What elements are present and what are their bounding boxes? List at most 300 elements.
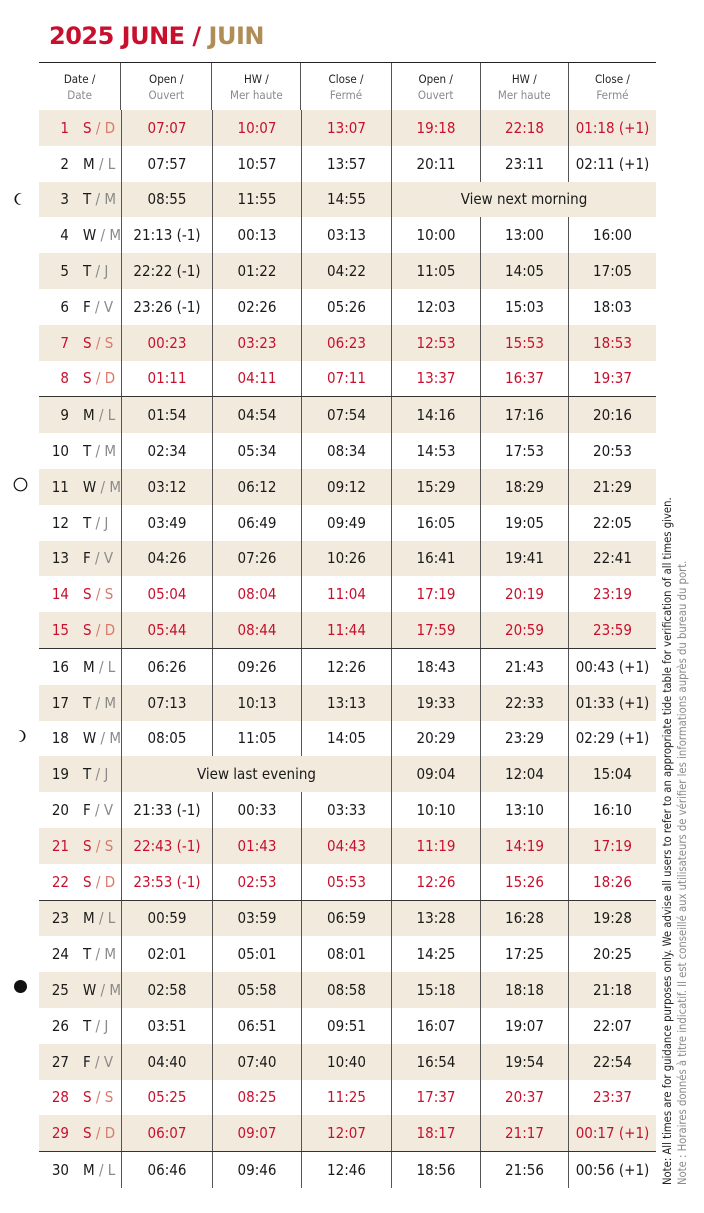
hw-time: 02:53 xyxy=(212,864,301,900)
weekday-fr: J xyxy=(104,513,109,532)
close-time: 03:33 xyxy=(301,792,391,828)
day-number: 3 xyxy=(60,190,69,209)
date-cell xyxy=(39,721,121,757)
header-label-fr: Fermé xyxy=(596,87,629,102)
weekday-en: M xyxy=(83,909,95,928)
weekday-separator: / xyxy=(94,1161,108,1179)
weekday-fr: M xyxy=(109,729,121,748)
hw-time: 21:17 xyxy=(480,1115,568,1151)
hw-time: 10:07 xyxy=(212,110,301,146)
open-time: 21:13 (-1) xyxy=(121,217,212,253)
hw-time: 17:16 xyxy=(480,397,568,433)
weekday-fr: V xyxy=(103,1052,114,1071)
weekday-en: S xyxy=(83,621,92,640)
close-time: 22:07 xyxy=(568,1008,656,1044)
table-header xyxy=(39,62,656,110)
weekday xyxy=(83,369,115,387)
weekday-separator: / xyxy=(90,549,104,568)
open-time: 05:25 xyxy=(121,1080,212,1116)
weekday xyxy=(83,1088,113,1106)
date-cell xyxy=(39,1044,121,1080)
weekday-separator: / xyxy=(91,513,105,532)
open-time: 19:33 xyxy=(391,685,480,721)
hw-time: 20:19 xyxy=(480,576,568,612)
weekday-separator: / xyxy=(90,801,104,820)
hw-time: 15:03 xyxy=(480,289,568,325)
open-time: 07:13 xyxy=(121,685,212,721)
open-time: 06:46 xyxy=(121,1152,212,1188)
close-time: 00:17 (+1) xyxy=(568,1115,656,1151)
weekday-en: T xyxy=(83,190,92,209)
open-time: 04:26 xyxy=(121,541,212,577)
table-row xyxy=(39,792,656,828)
hw-time: 15:26 xyxy=(480,864,568,900)
header-label-en: Open / xyxy=(149,71,184,86)
date-cell xyxy=(39,685,121,721)
date-cell xyxy=(39,864,121,900)
weekday xyxy=(83,837,113,855)
date-cell xyxy=(39,972,121,1008)
hw-time: 06:51 xyxy=(212,1008,301,1044)
open-time: 13:37 xyxy=(391,361,480,397)
date-cell xyxy=(39,576,121,612)
open-time: 10:10 xyxy=(391,792,480,828)
close-time: 10:26 xyxy=(301,541,391,577)
table-row xyxy=(39,361,656,397)
hw-time: 16:28 xyxy=(480,901,568,937)
table-row xyxy=(39,433,656,469)
close-time: 21:18 xyxy=(568,972,656,1008)
day-number: 22 xyxy=(51,872,69,891)
new-moon-icon xyxy=(12,978,28,994)
weekday xyxy=(83,119,115,137)
day-number: 27 xyxy=(51,1052,69,1071)
open-time: 13:28 xyxy=(391,901,480,937)
close-time: 04:43 xyxy=(301,828,391,864)
weekday-fr: L xyxy=(107,657,116,676)
weekday xyxy=(83,694,116,712)
weekday-en: F xyxy=(83,549,91,568)
weekday-separator: / xyxy=(91,872,105,891)
weekday-en: S xyxy=(83,836,92,855)
table-row xyxy=(39,469,656,505)
hw-time: 08:44 xyxy=(212,612,301,648)
hw-time: 09:26 xyxy=(212,649,301,685)
title-separator: / xyxy=(184,22,209,50)
weekday xyxy=(83,406,115,424)
header-cell xyxy=(120,63,211,110)
weekday-en: S xyxy=(83,369,92,388)
weekday-en: T xyxy=(83,945,92,964)
close-time: 05:53 xyxy=(301,864,391,900)
header-label-en: Open / xyxy=(418,71,453,86)
header-label-en: Date / xyxy=(63,71,96,86)
close-time: 07:11 xyxy=(301,361,391,397)
close-time: 18:03 xyxy=(568,289,656,325)
day-number: 15 xyxy=(51,621,69,640)
weekday-fr: M xyxy=(104,693,117,712)
open-time: 22:43 (-1) xyxy=(121,828,212,864)
weekday xyxy=(83,909,115,927)
weekday-en: T xyxy=(83,1016,92,1035)
hw-time: 21:56 xyxy=(480,1152,568,1188)
open-time: 14:16 xyxy=(391,397,480,433)
close-time: 23:19 xyxy=(568,576,656,612)
day-number: 1 xyxy=(60,118,69,137)
weekday-fr: V xyxy=(103,297,114,316)
weekday-separator: / xyxy=(91,945,105,964)
weekday-fr: D xyxy=(104,118,116,137)
header-label-fr: Mer haute xyxy=(497,87,551,102)
open-time: 16:54 xyxy=(391,1044,480,1080)
table-row xyxy=(39,685,656,721)
table-row xyxy=(39,1151,656,1188)
weekday-en: F xyxy=(83,1052,91,1071)
day-number: 8 xyxy=(60,369,69,388)
weekday-fr: S xyxy=(104,1088,114,1107)
hw-time: 03:23 xyxy=(212,325,301,361)
close-time: 13:07 xyxy=(301,110,391,146)
hw-time: 23:29 xyxy=(480,721,568,757)
weekday-en: S xyxy=(83,333,92,352)
weekday-separator: / xyxy=(96,981,110,1000)
weekday-separator: / xyxy=(91,1088,105,1107)
weekday-separator: / xyxy=(91,585,105,604)
open-time: 05:44 xyxy=(121,612,212,648)
day-number: 12 xyxy=(51,513,69,532)
weekday-fr: M xyxy=(104,190,117,209)
weekday-en: W xyxy=(82,226,97,245)
table-row xyxy=(39,648,656,685)
weekday xyxy=(83,729,121,747)
weekday-en: S xyxy=(83,1124,92,1143)
weekday-fr: L xyxy=(107,406,116,425)
day-number: 25 xyxy=(51,981,69,1000)
close-time: 20:16 xyxy=(568,397,656,433)
weekday-en: F xyxy=(83,801,91,820)
open-time: 17:19 xyxy=(391,576,480,612)
weekday-en: T xyxy=(83,765,92,784)
close-time: 21:29 xyxy=(568,469,656,505)
close-time: 10:40 xyxy=(301,1044,391,1080)
table-row xyxy=(39,146,656,182)
header-label-fr: Ouvert xyxy=(148,87,184,102)
hw-time: 05:01 xyxy=(212,936,301,972)
hw-time: 19:54 xyxy=(480,1044,568,1080)
day-number: 13 xyxy=(51,549,69,568)
date-cell xyxy=(39,1008,121,1044)
weekday-separator: / xyxy=(94,406,108,425)
weekday-fr: D xyxy=(104,1124,116,1143)
open-time: 18:43 xyxy=(391,649,480,685)
table-row xyxy=(39,864,656,900)
close-time: 14:55 xyxy=(301,182,391,218)
header-label-en: Close / xyxy=(594,71,630,86)
close-time: 13:57 xyxy=(301,146,391,182)
open-time: 04:40 xyxy=(121,1044,212,1080)
day-number: 10 xyxy=(51,442,69,461)
hw-time: 18:18 xyxy=(480,972,568,1008)
day-number: 5 xyxy=(60,262,69,281)
open-time: 15:18 xyxy=(391,972,480,1008)
header-label-fr: Fermé xyxy=(329,87,363,102)
weekday-separator: / xyxy=(94,154,108,173)
weekday xyxy=(83,1124,115,1142)
weekday-separator: / xyxy=(91,765,105,784)
hw-time: 08:04 xyxy=(212,576,301,612)
open-time: 12:53 xyxy=(391,325,480,361)
close-time: 18:26 xyxy=(568,864,656,900)
day-number: 21 xyxy=(51,836,69,855)
open-time: 14:25 xyxy=(391,936,480,972)
open-time: 07:57 xyxy=(121,146,212,182)
date-cell xyxy=(39,901,121,937)
close-time: 09:49 xyxy=(301,505,391,541)
close-time: 01:18 (+1) xyxy=(568,110,656,146)
table-row xyxy=(39,936,656,972)
date-cell xyxy=(39,756,121,792)
table-row xyxy=(39,182,656,218)
weekday-fr: L xyxy=(107,1161,116,1179)
hw-time: 10:13 xyxy=(212,685,301,721)
header-label-en: Close / xyxy=(328,71,364,86)
weekday-fr: S xyxy=(104,836,114,855)
weekday xyxy=(83,478,121,496)
weekday-separator: / xyxy=(91,190,105,209)
date-cell xyxy=(39,1152,121,1188)
table-row xyxy=(39,900,656,937)
table-row xyxy=(39,1008,656,1044)
open-time: 00:23 xyxy=(121,325,212,361)
close-time: 02:29 (+1) xyxy=(568,721,656,757)
close-time: 06:23 xyxy=(301,325,391,361)
weekday-separator: / xyxy=(91,1016,105,1035)
table-row xyxy=(39,396,656,433)
day-number: 14 xyxy=(51,585,69,604)
open-time: 17:37 xyxy=(391,1080,480,1116)
open-time: 12:03 xyxy=(391,289,480,325)
hw-time: 11:05 xyxy=(212,721,301,757)
weekday-fr: M xyxy=(109,981,121,1000)
hw-time: 12:04 xyxy=(480,756,568,792)
day-number: 30 xyxy=(51,1161,69,1179)
header-label-fr: Date xyxy=(67,87,92,102)
note-cell: View next morning xyxy=(391,182,656,218)
weekday xyxy=(83,1017,108,1035)
weekday-separator: / xyxy=(91,693,105,712)
weekday-fr: L xyxy=(107,154,116,173)
close-time: 12:46 xyxy=(301,1152,391,1188)
hw-time: 04:11 xyxy=(212,361,301,397)
open-time: 01:54 xyxy=(121,397,212,433)
table-row xyxy=(39,576,656,612)
hw-time: 04:54 xyxy=(212,397,301,433)
close-time: 09:12 xyxy=(301,469,391,505)
open-time: 23:26 (-1) xyxy=(121,289,212,325)
weekday xyxy=(83,621,115,639)
day-number: 29 xyxy=(51,1124,69,1143)
weekday-separator: / xyxy=(90,297,104,316)
hw-time: 02:26 xyxy=(212,289,301,325)
open-time: 09:04 xyxy=(391,756,480,792)
weekday-separator: / xyxy=(90,1052,104,1071)
weekday-en: F xyxy=(83,297,91,316)
open-time: 02:01 xyxy=(121,936,212,972)
open-time: 14:53 xyxy=(391,433,480,469)
hw-time: 11:55 xyxy=(212,182,301,218)
weekday xyxy=(83,298,113,316)
close-time: 11:44 xyxy=(301,612,391,648)
close-time: 09:51 xyxy=(301,1008,391,1044)
weekday-fr: D xyxy=(104,872,116,891)
close-time: 01:33 (+1) xyxy=(568,685,656,721)
day-number: 26 xyxy=(51,1016,69,1035)
table-row xyxy=(39,505,656,541)
hw-time: 23:11 xyxy=(480,146,568,182)
header-cell xyxy=(39,63,120,110)
hw-time: 09:46 xyxy=(212,1152,301,1188)
header-cell xyxy=(300,63,390,110)
weekday-fr: V xyxy=(103,549,114,568)
open-time: 08:55 xyxy=(121,182,212,218)
hw-time: 15:53 xyxy=(480,325,568,361)
day-number: 24 xyxy=(51,945,69,964)
date-cell xyxy=(39,936,121,972)
weekday-fr: M xyxy=(104,945,117,964)
header-cell xyxy=(480,63,568,110)
date-cell xyxy=(39,146,121,182)
hw-time: 18:29 xyxy=(480,469,568,505)
weekday xyxy=(83,514,108,532)
table-row xyxy=(39,721,656,757)
close-time: 11:25 xyxy=(301,1080,391,1116)
hw-time: 14:05 xyxy=(480,253,568,289)
weekday-en: S xyxy=(83,118,92,137)
date-cell xyxy=(39,397,121,433)
date-cell xyxy=(39,1080,121,1116)
weekday-separator: / xyxy=(91,333,105,352)
hw-time: 20:59 xyxy=(480,612,568,648)
open-time: 19:18 xyxy=(391,110,480,146)
hw-time: 00:33 xyxy=(212,792,301,828)
weekday-fr: L xyxy=(107,909,116,928)
date-cell xyxy=(39,792,121,828)
note-cell: View last evening xyxy=(121,756,391,792)
note-english: Note: All times are for guidance purposes only. We advise all users to refer to an appropriate tide table for verification of all times given. xyxy=(661,497,674,1185)
first-quarter-icon xyxy=(12,728,28,744)
date-cell xyxy=(39,1115,121,1151)
hw-time: 21:43 xyxy=(480,649,568,685)
page-title xyxy=(49,22,264,50)
close-time: 20:25 xyxy=(568,936,656,972)
hw-time: 09:07 xyxy=(212,1115,301,1151)
close-time: 02:11 (+1) xyxy=(568,146,656,182)
open-time: 18:56 xyxy=(391,1152,480,1188)
table-row xyxy=(39,541,656,577)
date-cell xyxy=(39,361,121,397)
title-english: 2025 JUNE xyxy=(49,22,185,50)
close-time: 12:26 xyxy=(301,649,391,685)
header-label-en: HW / xyxy=(243,71,269,86)
table-row xyxy=(39,1080,656,1116)
close-time: 06:59 xyxy=(301,901,391,937)
hw-time: 17:25 xyxy=(480,936,568,972)
weekday-separator: / xyxy=(91,1124,105,1143)
date-cell xyxy=(39,612,121,648)
weekday xyxy=(83,765,108,783)
weekday xyxy=(83,226,121,244)
close-time: 20:53 xyxy=(568,433,656,469)
day-number: 19 xyxy=(51,765,69,784)
table-row xyxy=(39,1044,656,1080)
weekday xyxy=(83,549,113,567)
open-time: 05:04 xyxy=(121,576,212,612)
title-french: JUIN xyxy=(208,22,264,50)
weekday-separator: / xyxy=(94,657,108,676)
weekday-fr: M xyxy=(109,477,121,496)
weekday-en: W xyxy=(82,981,97,1000)
close-time: 00:56 (+1) xyxy=(568,1152,656,1188)
weekday-fr: J xyxy=(104,765,109,784)
header-label-fr: Ouvert xyxy=(417,87,454,102)
full-moon-icon xyxy=(12,477,28,493)
weekday-en: M xyxy=(83,1161,95,1179)
weekday-en: S xyxy=(83,1088,92,1107)
day-number: 9 xyxy=(60,406,69,425)
open-time: 21:33 (-1) xyxy=(121,792,212,828)
table-row xyxy=(39,253,656,289)
day-number: 28 xyxy=(51,1088,69,1107)
weekday-fr: S xyxy=(104,585,114,604)
close-time: 23:37 xyxy=(568,1080,656,1116)
weekday-fr: M xyxy=(104,442,117,461)
open-time: 02:58 xyxy=(121,972,212,1008)
weekday xyxy=(83,1161,115,1179)
open-time: 10:00 xyxy=(391,217,480,253)
hw-time: 14:19 xyxy=(480,828,568,864)
hw-time: 06:12 xyxy=(212,469,301,505)
note-french: Note : Horaires donnés à titre indicatif. Il est conseillé aux utilisateurs de vérifier les informations auprès du bureau du port. xyxy=(676,560,689,1185)
hw-time: 06:49 xyxy=(212,505,301,541)
open-time: 01:11 xyxy=(121,361,212,397)
open-time: 16:07 xyxy=(391,1008,480,1044)
weekday-fr: D xyxy=(104,621,116,640)
table-row xyxy=(39,325,656,361)
hw-time: 07:26 xyxy=(212,541,301,577)
hw-time: 08:25 xyxy=(212,1080,301,1116)
table-row xyxy=(39,828,656,864)
open-time: 11:05 xyxy=(391,253,480,289)
date-cell xyxy=(39,289,121,325)
close-time: 14:05 xyxy=(301,721,391,757)
open-time: 06:07 xyxy=(121,1115,212,1151)
close-time: 08:34 xyxy=(301,433,391,469)
table-row xyxy=(39,217,656,253)
close-time: 22:54 xyxy=(568,1044,656,1080)
hw-time: 19:41 xyxy=(480,541,568,577)
open-time: 22:22 (-1) xyxy=(121,253,212,289)
weekday-fr: J xyxy=(104,262,109,281)
open-time: 03:51 xyxy=(121,1008,212,1044)
day-number: 18 xyxy=(51,729,69,748)
hw-time: 22:18 xyxy=(480,110,568,146)
header-cell xyxy=(391,63,480,110)
hw-time: 05:34 xyxy=(212,433,301,469)
close-time: 19:28 xyxy=(568,901,656,937)
weekday xyxy=(83,945,116,963)
table-row xyxy=(39,1115,656,1151)
weekday-fr: S xyxy=(104,333,114,352)
